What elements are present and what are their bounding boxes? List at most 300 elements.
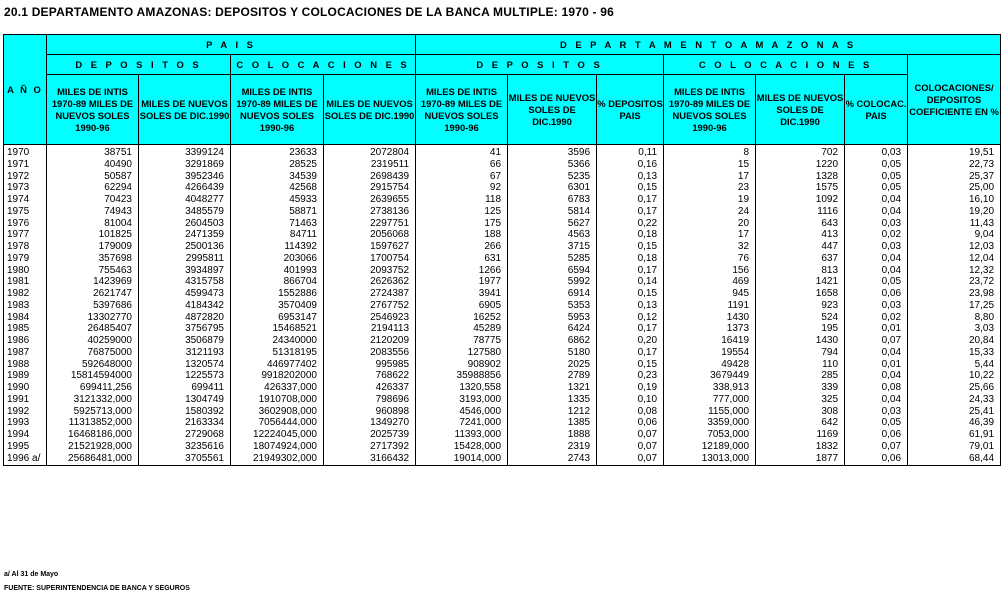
value-cell: 25,37 xyxy=(908,171,1001,183)
value-cell: 357698 xyxy=(47,253,139,265)
year-cell: 1986 xyxy=(4,335,47,347)
table-row xyxy=(4,218,1001,230)
value-cell: 16419 xyxy=(664,335,756,347)
value-cell: 1597627 xyxy=(324,241,416,253)
table-row xyxy=(4,276,1001,288)
value-cell: 0,22 xyxy=(597,218,664,230)
value-cell: 114392 xyxy=(231,241,324,253)
value-cell: 23633 xyxy=(231,145,324,159)
value-cell: 6594 xyxy=(508,265,597,277)
value-cell: 0,05 xyxy=(845,159,908,171)
value-cell: 5627 xyxy=(508,218,597,230)
value-cell: 25686481,000 xyxy=(47,453,139,466)
value-cell: 0,08 xyxy=(597,406,664,418)
value-cell: 3193,000 xyxy=(416,394,508,406)
value-cell: 3485579 xyxy=(139,206,231,218)
value-cell: 0,04 xyxy=(845,206,908,218)
value-cell: 5235 xyxy=(508,171,597,183)
col-header: MILES DE NUEVOS SOLES DE DIC.1990 xyxy=(324,75,416,145)
value-cell: 17 xyxy=(664,229,756,241)
table-row xyxy=(4,159,1001,171)
value-cell: 4872820 xyxy=(139,312,231,324)
value-cell: 643 xyxy=(756,218,845,230)
value-cell: 794 xyxy=(756,347,845,359)
value-cell: 20,84 xyxy=(908,335,1001,347)
col-header: MILES DE INTIS 1970-89 MILES DE NUEVOS SOLES 1990-96 xyxy=(231,75,324,145)
value-cell: 0,07 xyxy=(845,335,908,347)
dept-depositos-header: D E P O S I T O S xyxy=(416,55,664,75)
value-cell: 13302770 xyxy=(47,312,139,324)
value-cell: 10,22 xyxy=(908,370,1001,382)
value-cell: 78775 xyxy=(416,335,508,347)
value-cell: 0,15 xyxy=(597,241,664,253)
value-cell: 768622 xyxy=(324,370,416,382)
value-cell: 7056444,000 xyxy=(231,417,324,429)
value-cell: 49428 xyxy=(664,359,756,371)
value-cell: 1320574 xyxy=(139,359,231,371)
value-cell: 1155,000 xyxy=(664,406,756,418)
value-cell: 6914 xyxy=(508,288,597,300)
value-cell: 0,18 xyxy=(597,229,664,241)
value-cell: 426337,000 xyxy=(231,382,324,394)
value-cell: 2767752 xyxy=(324,300,416,312)
value-cell: 0,23 xyxy=(597,370,664,382)
year-cell: 1970 xyxy=(4,145,47,159)
year-cell: 1981 xyxy=(4,276,47,288)
value-cell: 3235616 xyxy=(139,441,231,453)
value-cell: 12,04 xyxy=(908,253,1001,265)
value-cell: 40259000 xyxy=(47,335,139,347)
value-cell: 15468521 xyxy=(231,323,324,335)
table-row xyxy=(4,441,1001,453)
value-cell: 125 xyxy=(416,206,508,218)
value-cell: 2915754 xyxy=(324,182,416,194)
value-cell: 19,51 xyxy=(908,145,1001,159)
value-cell: 42568 xyxy=(231,182,324,194)
value-cell: 3756795 xyxy=(139,323,231,335)
value-cell: 25,00 xyxy=(908,182,1001,194)
pais-header: P A I S xyxy=(47,35,416,55)
value-cell: 2083556 xyxy=(324,347,416,359)
value-cell: 2025739 xyxy=(324,429,416,441)
value-cell: 1580392 xyxy=(139,406,231,418)
value-cell: 12224045,000 xyxy=(231,429,324,441)
value-cell: 524 xyxy=(756,312,845,324)
value-cell: 79,01 xyxy=(908,441,1001,453)
value-cell: 179009 xyxy=(47,241,139,253)
value-cell: 11,43 xyxy=(908,218,1001,230)
value-cell: 0,04 xyxy=(845,347,908,359)
value-cell: 35988856 xyxy=(416,370,508,382)
table-row xyxy=(4,300,1001,312)
value-cell: 84711 xyxy=(231,229,324,241)
value-cell: 637 xyxy=(756,253,845,265)
table-row xyxy=(4,347,1001,359)
value-cell: 8 xyxy=(664,145,756,159)
year-cell: 1985 xyxy=(4,323,47,335)
page-title: 20.1 DEPARTAMENTO AMAZONAS: DEPOSITOS Y COLOCACIONES DE LA BANCA MULTIPLE: 1970 - 96 xyxy=(4,5,614,19)
value-cell: 1910708,000 xyxy=(231,394,324,406)
value-cell: 23,98 xyxy=(908,288,1001,300)
value-cell: 1220 xyxy=(756,159,845,171)
value-cell: 19 xyxy=(664,194,756,206)
value-cell: 0,04 xyxy=(845,194,908,206)
value-cell: 0,03 xyxy=(845,300,908,312)
value-cell: 0,15 xyxy=(597,182,664,194)
value-cell: 5366 xyxy=(508,159,597,171)
year-cell: 1982 xyxy=(4,288,47,300)
value-cell: 45933 xyxy=(231,194,324,206)
value-cell: 908902 xyxy=(416,359,508,371)
value-cell: 1423969 xyxy=(47,276,139,288)
value-cell: 0,11 xyxy=(597,145,664,159)
value-cell: 74943 xyxy=(47,206,139,218)
year-cell: 1978 xyxy=(4,241,47,253)
value-cell: 67 xyxy=(416,171,508,183)
value-cell: 285 xyxy=(756,370,845,382)
value-cell: 12189,000 xyxy=(664,441,756,453)
value-cell: 21949302,000 xyxy=(231,453,324,466)
footnote: a/ Al 31 de Mayo xyxy=(4,571,59,578)
table-row xyxy=(4,359,1001,371)
value-cell: 2717392 xyxy=(324,441,416,453)
value-cell: 5285 xyxy=(508,253,597,265)
value-cell: 3934897 xyxy=(139,265,231,277)
value-cell: 2546923 xyxy=(324,312,416,324)
value-cell: 1977 xyxy=(416,276,508,288)
value-cell: 4048277 xyxy=(139,194,231,206)
value-cell: 0,07 xyxy=(597,453,664,466)
source-note: FUENTE: SUPERINTENDENCIA DE BANCA Y SEGUROS xyxy=(4,585,190,592)
value-cell: 0,06 xyxy=(597,417,664,429)
value-cell: 70423 xyxy=(47,194,139,206)
year-cell: 1979 xyxy=(4,253,47,265)
value-cell: 1575 xyxy=(756,182,845,194)
table-row xyxy=(4,253,1001,265)
value-cell: 699411 xyxy=(139,382,231,394)
value-cell: 2639655 xyxy=(324,194,416,206)
value-cell: 0,06 xyxy=(845,429,908,441)
value-cell: 0,04 xyxy=(845,370,908,382)
value-cell: 3570409 xyxy=(231,300,324,312)
value-cell: 1320,558 xyxy=(416,382,508,394)
value-cell: 266 xyxy=(416,241,508,253)
value-cell: 0,13 xyxy=(597,300,664,312)
value-cell: 4266439 xyxy=(139,182,231,194)
year-cell: 1987 xyxy=(4,347,47,359)
value-cell: 0,02 xyxy=(845,312,908,324)
value-cell: 0,19 xyxy=(597,382,664,394)
value-cell: 5953 xyxy=(508,312,597,324)
value-cell: 339 xyxy=(756,382,845,394)
value-cell: 38751 xyxy=(47,145,139,159)
value-cell: 1430 xyxy=(756,335,845,347)
value-cell: 413 xyxy=(756,229,845,241)
value-cell: 447 xyxy=(756,241,845,253)
value-cell: 960898 xyxy=(324,406,416,418)
value-cell: 0,15 xyxy=(597,359,664,371)
dept-colocaciones-header: C O L O C A C I O N E S xyxy=(664,55,908,75)
value-cell: 0,03 xyxy=(845,406,908,418)
value-cell: 22,73 xyxy=(908,159,1001,171)
value-cell: 0,03 xyxy=(845,218,908,230)
value-cell: 923 xyxy=(756,300,845,312)
value-cell: 2743 xyxy=(508,453,597,466)
value-cell: 0,01 xyxy=(845,359,908,371)
value-cell: 0,05 xyxy=(845,276,908,288)
table-row xyxy=(4,382,1001,394)
value-cell: 110 xyxy=(756,359,845,371)
value-cell: 3596 xyxy=(508,145,597,159)
table-row xyxy=(4,312,1001,324)
table-row xyxy=(4,453,1001,466)
year-cell: 1971 xyxy=(4,159,47,171)
value-cell: 1225573 xyxy=(139,370,231,382)
value-cell: 6783 xyxy=(508,194,597,206)
value-cell: 0,10 xyxy=(597,394,664,406)
value-cell: 0,12 xyxy=(597,312,664,324)
col-header: % COLOCAC. PAIS xyxy=(845,75,908,145)
value-cell: 866704 xyxy=(231,276,324,288)
value-cell: 0,03 xyxy=(845,241,908,253)
value-cell: 1552886 xyxy=(231,288,324,300)
value-cell: 6905 xyxy=(416,300,508,312)
value-cell: 1430 xyxy=(664,312,756,324)
value-cell: 195 xyxy=(756,323,845,335)
table-row xyxy=(4,288,1001,300)
value-cell: 6424 xyxy=(508,323,597,335)
year-cell: 1975 xyxy=(4,206,47,218)
value-cell: 68,44 xyxy=(908,453,1001,466)
value-cell: 32 xyxy=(664,241,756,253)
value-cell: 3166432 xyxy=(324,453,416,466)
table-row xyxy=(4,145,1001,159)
value-cell: 12,03 xyxy=(908,241,1001,253)
value-cell: 21521928,000 xyxy=(47,441,139,453)
value-cell: 3121193 xyxy=(139,347,231,359)
value-cell: 592648000 xyxy=(47,359,139,371)
value-cell: 0,17 xyxy=(597,265,664,277)
value-cell: 2319511 xyxy=(324,159,416,171)
col-header: MILES DE NUEVOS SOLES DE DIC.1990 xyxy=(508,75,597,145)
value-cell: 1116 xyxy=(756,206,845,218)
year-cell: 1991 xyxy=(4,394,47,406)
value-cell: 25,66 xyxy=(908,382,1001,394)
value-cell: 1212 xyxy=(508,406,597,418)
value-cell: 1658 xyxy=(756,288,845,300)
value-cell: 28525 xyxy=(231,159,324,171)
value-cell: 401993 xyxy=(231,265,324,277)
value-cell: 15,33 xyxy=(908,347,1001,359)
year-cell: 1994 xyxy=(4,429,47,441)
value-cell: 0,06 xyxy=(845,288,908,300)
value-cell: 24,33 xyxy=(908,394,1001,406)
value-cell: 0,20 xyxy=(597,335,664,347)
value-cell: 1304749 xyxy=(139,394,231,406)
year-cell: 1989 xyxy=(4,370,47,382)
year-cell: 1983 xyxy=(4,300,47,312)
value-cell: 3952346 xyxy=(139,171,231,183)
table-row xyxy=(4,406,1001,418)
value-cell: 1700754 xyxy=(324,253,416,265)
col-header: MILES DE NUEVOS SOLES DE DIC.1990 xyxy=(756,75,845,145)
value-cell: 6301 xyxy=(508,182,597,194)
value-cell: 2729068 xyxy=(139,429,231,441)
value-cell: 0,13 xyxy=(597,171,664,183)
value-cell: 16468186,000 xyxy=(47,429,139,441)
coeficiente-header: COLOCACIONES/ DEPOSITOS COEFICIENTE EN % xyxy=(908,55,1001,145)
value-cell: 0,05 xyxy=(845,171,908,183)
data-table xyxy=(3,34,1001,466)
value-cell: 3,03 xyxy=(908,323,1001,335)
value-cell: 699411,256 xyxy=(47,382,139,394)
value-cell: 1335 xyxy=(508,394,597,406)
value-cell: 23,72 xyxy=(908,276,1001,288)
value-cell: 1373 xyxy=(664,323,756,335)
value-cell: 2995811 xyxy=(139,253,231,265)
value-cell: 66 xyxy=(416,159,508,171)
table-row xyxy=(4,335,1001,347)
table-row xyxy=(4,417,1001,429)
value-cell: 5397686 xyxy=(47,300,139,312)
value-cell: 3941 xyxy=(416,288,508,300)
year-cell: 1993 xyxy=(4,417,47,429)
value-cell: 24 xyxy=(664,206,756,218)
value-cell: 0,07 xyxy=(597,441,664,453)
value-cell: 813 xyxy=(756,265,845,277)
value-cell: 8,80 xyxy=(908,312,1001,324)
value-cell: 0,04 xyxy=(845,394,908,406)
value-cell: 3602908,000 xyxy=(231,406,324,418)
year-cell: 1972 xyxy=(4,171,47,183)
value-cell: 1169 xyxy=(756,429,845,441)
value-cell: 2072804 xyxy=(324,145,416,159)
value-cell: 15 xyxy=(664,159,756,171)
value-cell: 11393,000 xyxy=(416,429,508,441)
value-cell: 2297751 xyxy=(324,218,416,230)
value-cell: 203066 xyxy=(231,253,324,265)
value-cell: 81004 xyxy=(47,218,139,230)
year-cell: 1974 xyxy=(4,194,47,206)
value-cell: 0,14 xyxy=(597,276,664,288)
value-cell: 2056068 xyxy=(324,229,416,241)
table-row xyxy=(4,241,1001,253)
year-cell: 1996 a/ xyxy=(4,453,47,466)
value-cell: 325 xyxy=(756,394,845,406)
value-cell: 2471359 xyxy=(139,229,231,241)
table-row xyxy=(4,194,1001,206)
value-cell: 0,02 xyxy=(845,229,908,241)
value-cell: 0,17 xyxy=(597,206,664,218)
value-cell: 2025 xyxy=(508,359,597,371)
value-cell: 62294 xyxy=(47,182,139,194)
value-cell: 2626362 xyxy=(324,276,416,288)
table-body xyxy=(4,145,1001,466)
value-cell: 101825 xyxy=(47,229,139,241)
value-cell: 127580 xyxy=(416,347,508,359)
value-cell: 3291869 xyxy=(139,159,231,171)
value-cell: 76 xyxy=(664,253,756,265)
value-cell: 2738136 xyxy=(324,206,416,218)
value-cell: 0,01 xyxy=(845,323,908,335)
value-cell: 46,39 xyxy=(908,417,1001,429)
value-cell: 1191 xyxy=(664,300,756,312)
value-cell: 642 xyxy=(756,417,845,429)
value-cell: 0,15 xyxy=(597,288,664,300)
value-cell: 5814 xyxy=(508,206,597,218)
col-header: MILES DE NUEVOS SOLES DE DIC.1990 xyxy=(139,75,231,145)
value-cell: 156 xyxy=(664,265,756,277)
table-row xyxy=(4,429,1001,441)
value-cell: 50587 xyxy=(47,171,139,183)
value-cell: 338,913 xyxy=(664,382,756,394)
value-cell: 40490 xyxy=(47,159,139,171)
value-cell: 4315758 xyxy=(139,276,231,288)
value-cell: 7241,000 xyxy=(416,417,508,429)
value-cell: 51318195 xyxy=(231,347,324,359)
value-cell: 5353 xyxy=(508,300,597,312)
table-row xyxy=(4,394,1001,406)
year-cell: 1976 xyxy=(4,218,47,230)
value-cell: 25,41 xyxy=(908,406,1001,418)
year-cell: 1984 xyxy=(4,312,47,324)
value-cell: 3715 xyxy=(508,241,597,253)
value-cell: 0,17 xyxy=(597,323,664,335)
year-cell: 1980 xyxy=(4,265,47,277)
value-cell: 469 xyxy=(664,276,756,288)
value-cell: 15814594000 xyxy=(47,370,139,382)
year-cell: 1988 xyxy=(4,359,47,371)
value-cell: 7053,000 xyxy=(664,429,756,441)
value-cell: 2319 xyxy=(508,441,597,453)
year-cell: 1990 xyxy=(4,382,47,394)
value-cell: 19,20 xyxy=(908,206,1001,218)
value-cell: 13013,000 xyxy=(664,453,756,466)
value-cell: 2120209 xyxy=(324,335,416,347)
value-cell: 702 xyxy=(756,145,845,159)
value-cell: 19014,000 xyxy=(416,453,508,466)
value-cell: 17,25 xyxy=(908,300,1001,312)
table-row xyxy=(4,182,1001,194)
value-cell: 2789 xyxy=(508,370,597,382)
table-row xyxy=(4,265,1001,277)
value-cell: 24340000 xyxy=(231,335,324,347)
value-cell: 0,07 xyxy=(597,429,664,441)
value-cell: 76875000 xyxy=(47,347,139,359)
value-cell: 1385 xyxy=(508,417,597,429)
value-cell: 23 xyxy=(664,182,756,194)
value-cell: 2724387 xyxy=(324,288,416,300)
year-cell: 1973 xyxy=(4,182,47,194)
value-cell: 19554 xyxy=(664,347,756,359)
value-cell: 0,16 xyxy=(597,159,664,171)
value-cell: 1092 xyxy=(756,194,845,206)
value-cell: 426337 xyxy=(324,382,416,394)
value-cell: 9918202000 xyxy=(231,370,324,382)
value-cell: 798696 xyxy=(324,394,416,406)
value-cell: 1832 xyxy=(756,441,845,453)
value-cell: 2194113 xyxy=(324,323,416,335)
value-cell: 3705561 xyxy=(139,453,231,466)
value-cell: 3121332,000 xyxy=(47,394,139,406)
value-cell: 4563 xyxy=(508,229,597,241)
col-header: MILES DE INTIS 1970-89 MILES DE NUEVOS SOLES 1990-96 xyxy=(664,75,756,145)
value-cell: 4184342 xyxy=(139,300,231,312)
value-cell: 2621747 xyxy=(47,288,139,300)
value-cell: 41 xyxy=(416,145,508,159)
value-cell: 11313852,000 xyxy=(47,417,139,429)
value-cell: 5,44 xyxy=(908,359,1001,371)
